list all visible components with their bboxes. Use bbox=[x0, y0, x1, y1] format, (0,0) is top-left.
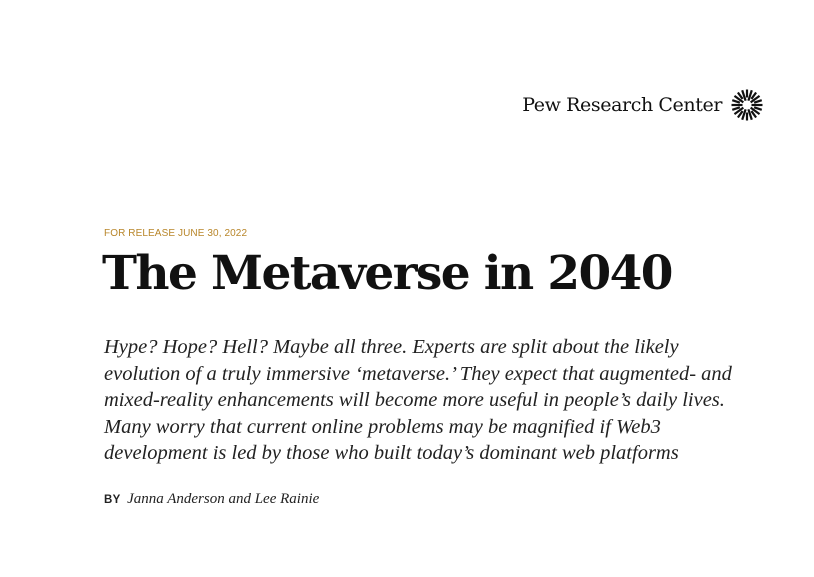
summary-line: mixed-reality enhancements will become more useful in people’s daily lives. bbox=[104, 389, 725, 412]
byline bbox=[104, 491, 319, 508]
summary-line: Hype? Hope? Hell? Maybe all three. Experts are split about the likely bbox=[104, 336, 679, 358]
sunburst-icon bbox=[730, 88, 764, 122]
pew-logo bbox=[522, 88, 764, 122]
summary-paragraph bbox=[104, 334, 784, 467]
byline-label: BY bbox=[104, 494, 121, 506]
release-date: FOR RELEASE JUNE 30, 2022 bbox=[104, 228, 248, 239]
summary-line: evolution of a truly immersive ‘metaverse.’ They expect that augmented- and bbox=[104, 362, 732, 385]
byline-authors: Janna Anderson and Lee Rainie bbox=[127, 491, 320, 507]
page-title: The Metaverse in 2040 bbox=[102, 246, 672, 301]
org-name: Pew Research Center bbox=[522, 94, 722, 116]
summary-line: development is led by those who built today’s dominant web platforms bbox=[104, 442, 679, 465]
summary-line: Many worry that current online problems may be magnified if Web3 bbox=[104, 415, 661, 438]
